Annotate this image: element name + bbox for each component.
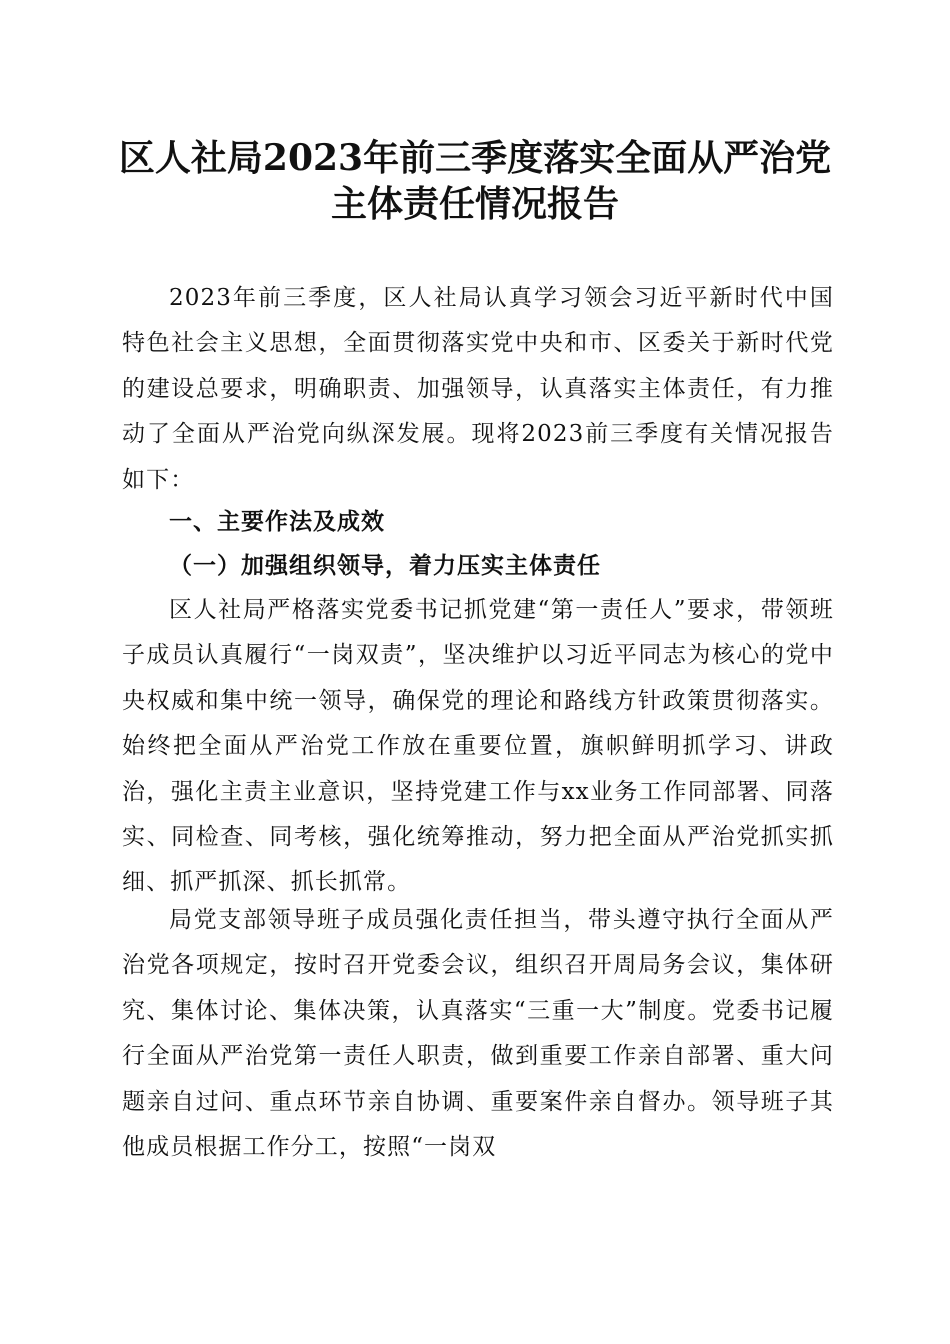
- subsection-1-heading: （一）加强组织领导，着力压实主体责任: [169, 552, 601, 579]
- body-paragraph-2: 局党支部领导班子成员强化责任担当，带头遵守执行全面从严治党各项规定，按时召开党委会议，组织召开周局务会议，集体研究、集体讨论、集体决策，认真落实“三重一大”制度。党委书记履行全面从严治党第一责任人职责，做到重要工作亲自部署、重大问题亲自过问、重点环节亲自协调、重要案件亲自督办。领导班子其他成员根据工作分工，按照“一岗双: [122, 907, 834, 1161]
- section-1-heading: 一、主要作法及成效: [169, 509, 385, 535]
- body-paragraph-1: 区人社局严格落实党委书记抓党建“第一责任人”要求，带领班子成员认真履行“一岗双责”，坚决维护以习近平同志为核心的党中央权威和集中统一领导，确保党的理论和路线方针政策贯彻落实。始终把全面从严治党工作放在重要位置，旗帜鲜明抓学习、讲政治，强化主责主业意识，坚持党建工作与xx业务工作同部署、同落实、同检查、同考核，强化统筹推动，努力把全面从严治党抓实抓细、抓严抓深、抓长抓常。: [122, 597, 834, 896]
- document-title-line-2: 主体责任情况报告: [330, 183, 619, 225]
- intro-paragraph: 2023年前三季度，区人社局认真学习领会习近平新时代中国特色社会主义思想，全面贯彻落实党中央和市、区委关于新时代党的建设总要求，明确职责、加强领导，认真落实主体责任，有力推动了全面从严治党向纵深发展。现将2023前三季度有关情况报告如下：: [122, 285, 834, 493]
- document-title-line-1: 区人社局2023年前三季度落实全面从严治党: [118, 137, 832, 179]
